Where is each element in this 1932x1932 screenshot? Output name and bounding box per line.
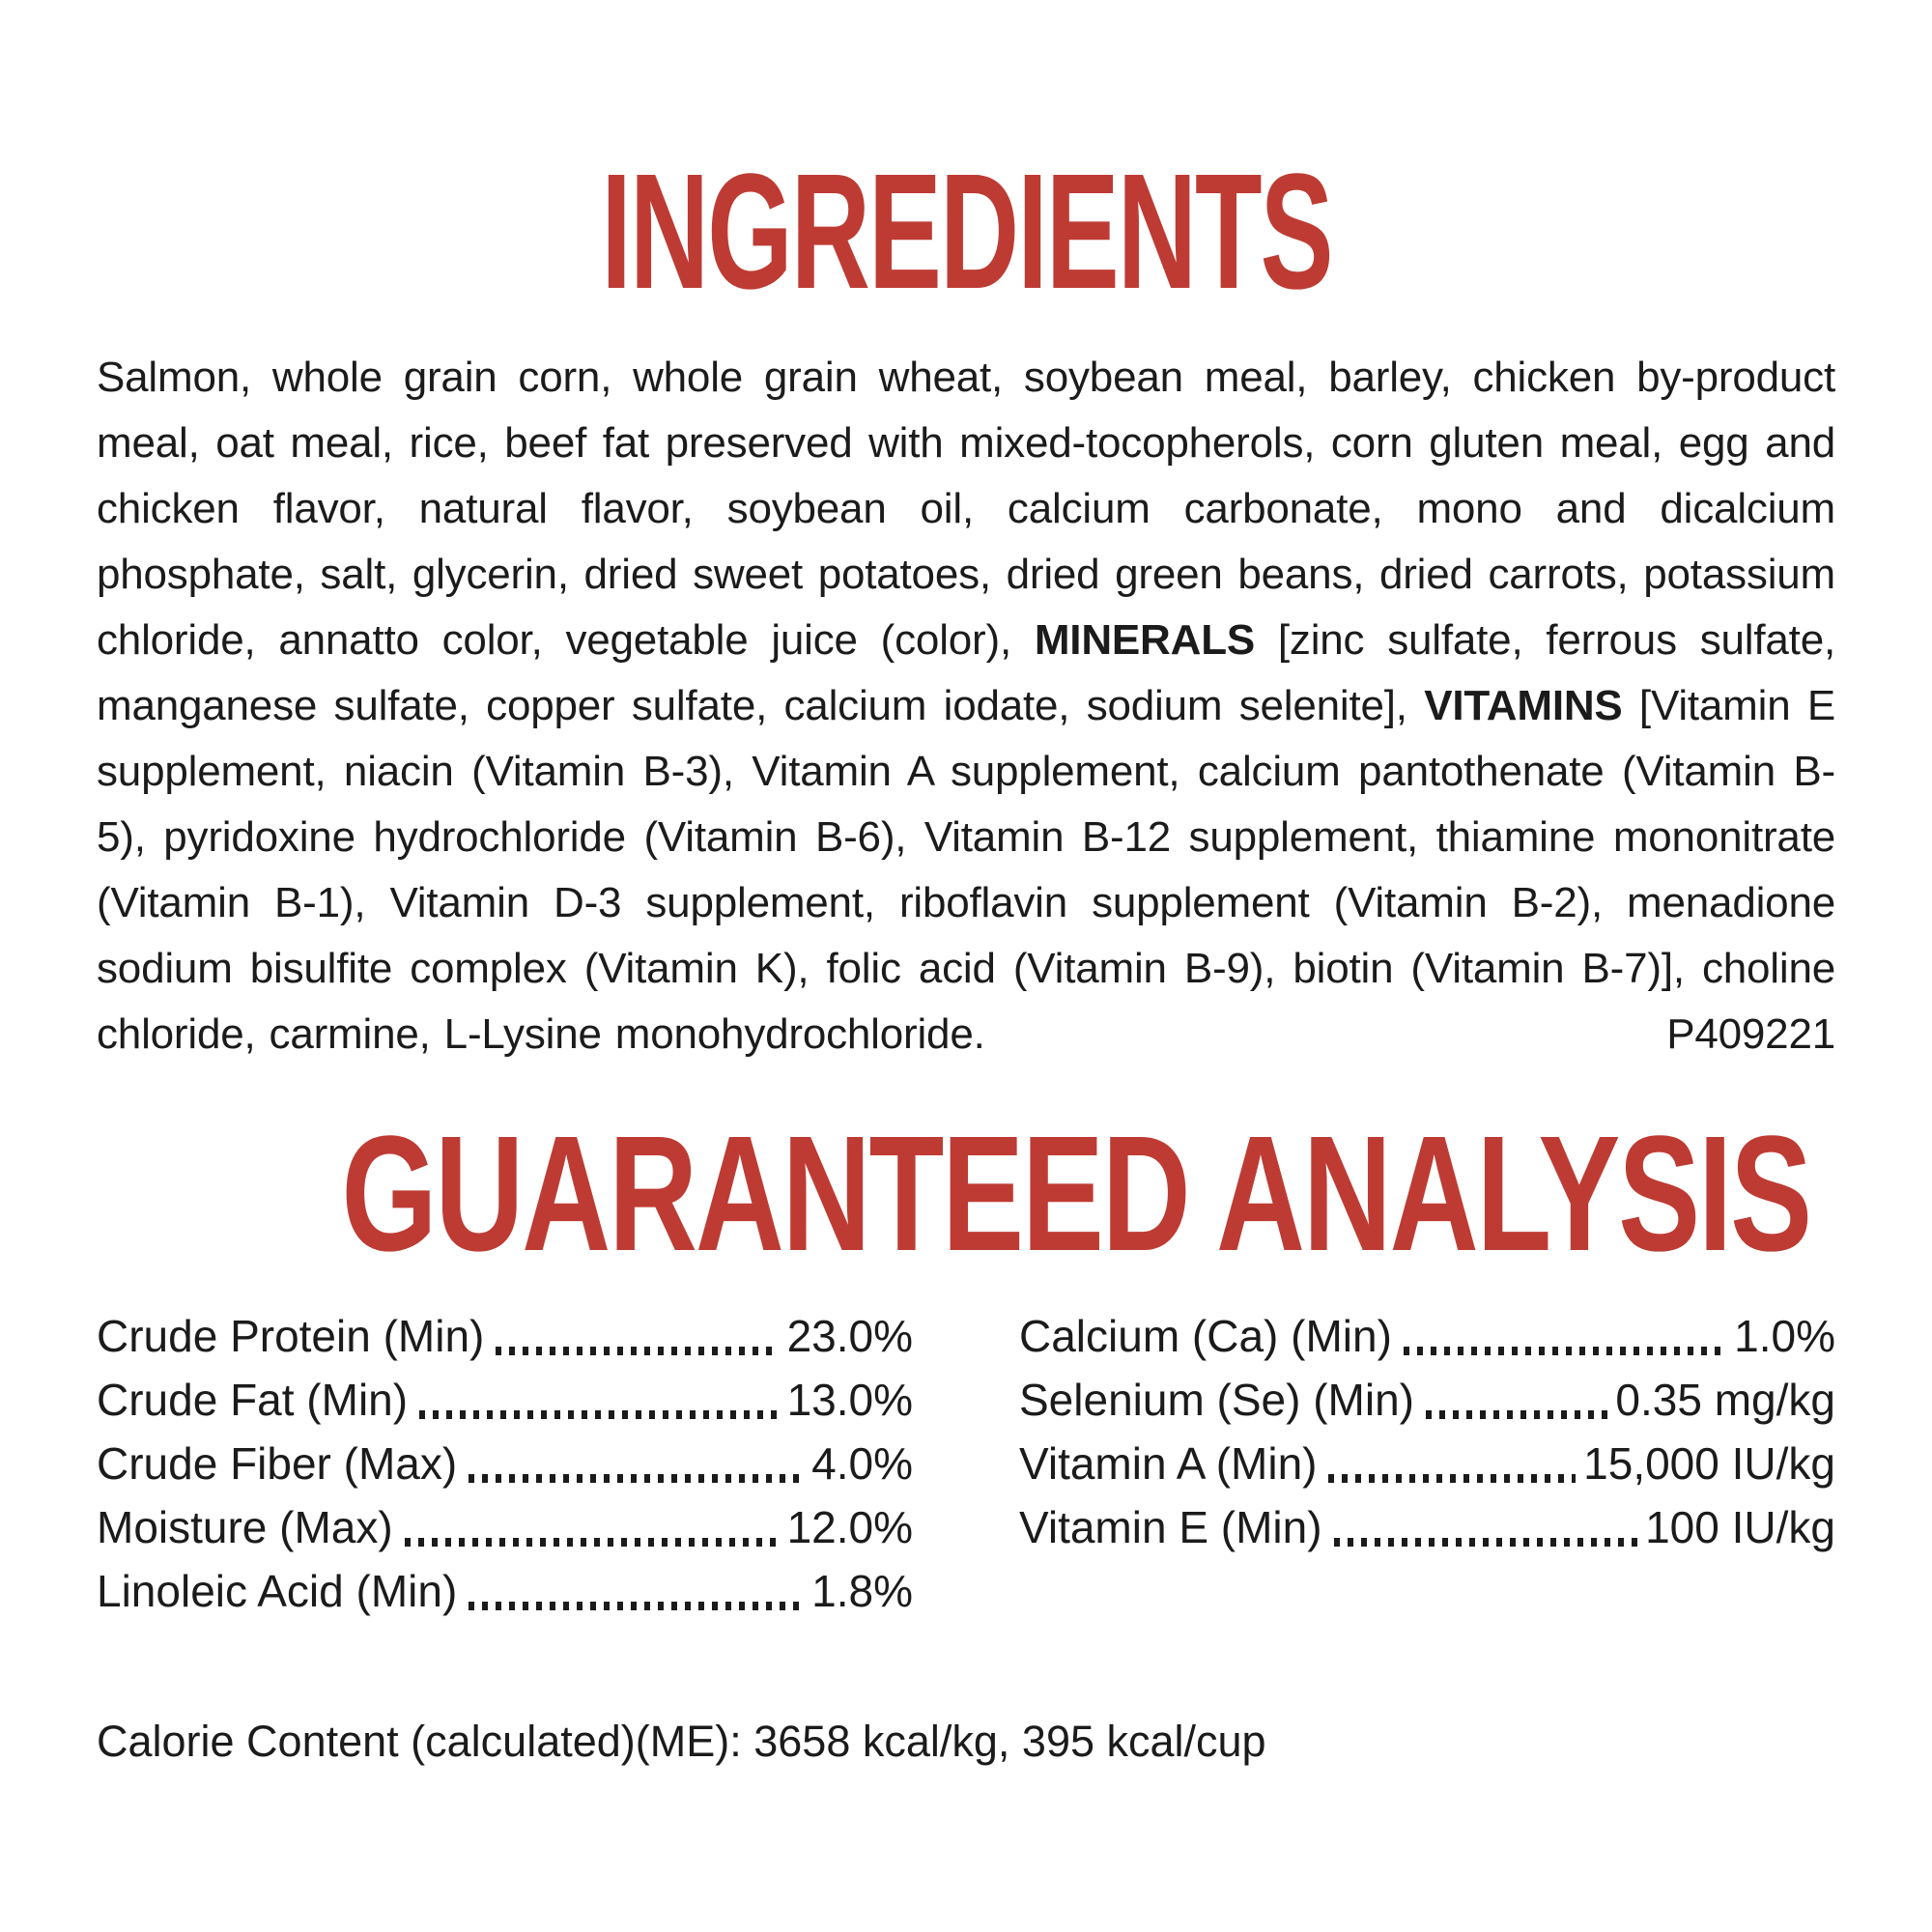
analysis-value: 15,000 IU/kg <box>1583 1438 1835 1489</box>
table-row <box>97 1556 913 1620</box>
analysis-right-column <box>1019 1301 1835 1620</box>
table-row <box>1019 1365 1835 1429</box>
ingredients-title: INGREDIENTS <box>600 140 1332 324</box>
analysis-label: Crude Fiber (Max) <box>97 1438 458 1489</box>
dot-leader <box>469 1602 804 1610</box>
table-row <box>1019 1492 1835 1556</box>
dot-leader <box>405 1538 780 1547</box>
ingredients-paragraph <box>97 345 1835 1067</box>
analysis-label: Moisture (Max) <box>97 1502 393 1552</box>
table-row <box>1019 1429 1835 1492</box>
dot-leader <box>1404 1347 1726 1355</box>
vitamins-list: [Vitamin E supplement, niacin (Vitamin B-3), Vitamin A supplement, calcium pantothenate (Vitamin B-5), pyridoxine hydrochloride (Vitamin B-6), Vitamin B-12 supplement, thiamine mononitrate (Vitamin B-1), Vitamin D-3 supplement, riboflavin supplement (Vitamin B-2), menadione sodium bisulfite complex (Vitamin K), folic acid (Vitamin B-9), biotin (Vitamin B-7)], choline chloride, carmine, L-Lysine monohydrochloride. <box>97 682 1836 1058</box>
guaranteed-analysis-header <box>97 1102 1835 1286</box>
analysis-label: Vitamin E (Min) <box>1019 1502 1322 1552</box>
analysis-value: 1.0% <box>1734 1311 1835 1361</box>
analysis-label: Selenium (Se) (Min) <box>1019 1375 1414 1425</box>
minerals-label: MINERALS <box>1034 616 1256 664</box>
analysis-label: Vitamin A (Min) <box>1019 1438 1318 1489</box>
analysis-label: Crude Protein (Min) <box>97 1311 485 1361</box>
calorie-content-line: Calorie Content (calculated)(ME): 3658 kcal/kg, 395 kcal/cup <box>97 1717 1266 1766</box>
dot-leader <box>496 1347 779 1355</box>
analysis-value: 0.35 mg/kg <box>1615 1375 1835 1425</box>
analysis-value: 12.0% <box>786 1502 913 1552</box>
ingredients-header <box>97 140 1835 324</box>
guaranteed-analysis-table <box>97 1301 1835 1620</box>
analysis-value: 13.0% <box>786 1375 913 1425</box>
dot-leader <box>469 1474 804 1483</box>
analysis-left-column <box>97 1301 913 1620</box>
dot-leader <box>1334 1538 1638 1547</box>
ingredients-text: Salmon, whole grain corn, whole grain wheat, soybean meal, barley, chicken by-product meal, oat meal, rice, beef fat preserved with mixed-tocopherols, corn gluten meal, egg and chicken flavor, natural flavor, soybean oil, calcium carbonate, mono and dicalcium phosphate, salt, glycerin, dried sweet potatoes, dried green beans, dried carrots, potassium chloride, annatto color, vegetable juice (color), <box>97 354 1835 664</box>
minerals-list: [zinc sulfate, ferrous sulfate, manganese sulfate, copper sulfate, calcium iodate, sodium selenite], <box>97 616 1835 729</box>
guaranteed-analysis-title: GUARANTEED ANALYSIS <box>341 1102 1810 1286</box>
dot-leader <box>1328 1474 1576 1483</box>
analysis-label: Linoleic Acid (Min) <box>97 1566 458 1616</box>
table-row <box>97 1429 913 1492</box>
table-row <box>97 1301 913 1365</box>
dot-leader <box>419 1410 779 1419</box>
dot-leader <box>1426 1410 1607 1419</box>
analysis-value: 23.0% <box>786 1311 913 1361</box>
analysis-value: 1.8% <box>811 1566 913 1616</box>
table-row <box>97 1365 913 1429</box>
vitamins-label: VITAMINS <box>1424 682 1623 729</box>
table-row <box>1019 1301 1835 1365</box>
analysis-label: Calcium (Ca) (Min) <box>1019 1311 1392 1361</box>
product-code: P409221 <box>1666 1010 1835 1058</box>
analysis-value: 4.0% <box>811 1438 913 1489</box>
table-row <box>97 1492 913 1556</box>
analysis-label: Crude Fat (Min) <box>97 1375 409 1425</box>
analysis-value: 100 IU/kg <box>1645 1502 1835 1552</box>
